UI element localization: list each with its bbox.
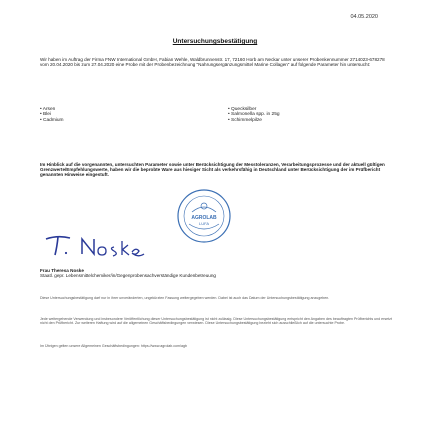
signer-title: Staatl. gepr. Lebensmittelchemiker/in/Gegenprobensachverständige Kundenbetreuung bbox=[40, 273, 216, 279]
parameter-item: • Salmonella spp. in 25g bbox=[228, 112, 280, 118]
footer-note-3: Im Übrigen gelten unsere Allgemeinen Geschäftsbedingungen: https://www.agrolab.com/agb bbox=[40, 344, 188, 348]
footer-note-1: Diese Untersuchungsbestätigung darf nur in ihrer unveränderten, ungekürzten Fassung weitergegeben werden. Dabei ist auch das Datum der Untersuchungsbestätigung anzugeben. bbox=[40, 296, 330, 300]
document-date: 04.05.2020 bbox=[350, 14, 378, 20]
parameter-item: • Blei bbox=[40, 112, 52, 118]
document-title: Untersuchungsbestätigung bbox=[172, 38, 258, 45]
signature-icon bbox=[44, 233, 164, 259]
parameter-item: • Arsen bbox=[40, 107, 56, 112]
stamp-seal-icon bbox=[176, 188, 232, 244]
agrolab-stamp bbox=[176, 188, 232, 244]
svg-text:LUFA: LUFA bbox=[198, 221, 210, 226]
signer-block bbox=[40, 268, 300, 278]
conclusion-paragraph: Im Hinblick auf die vorgenannten, untersuchten Parameter sowie unter Berücksichtigung der Messtoleranzen, Verarbeitungsprozesse und der aktuell gültigen Grenzwerte/Empfehlungswerte, haben wir die beprobte Ware aus hiesiger Sicht als verkehrsfähig in Deutschland unter Berücksichtigung der im Prüfbericht genannten Hinweise eingestuft. bbox=[40, 162, 385, 178]
intro-paragraph: Wir haben im Auftrag der Firma FNW International GmbH, Fabian Wehle, Waldbrunnenstr. 17, 72160 Horb am Neckar unter unserer Probenkennummer 2714023-678278 vom 20.04.2020 bis zum 27.04.2020 eine Probe mit der Probenbezeichnung "Nahrungsergänzungsmittel Marine Collagen" auf folgende Parameter hin untersucht: bbox=[40, 57, 385, 68]
svg-text:AGROLAB: AGROLAB bbox=[191, 215, 217, 221]
signer-name: Frau Theresa Noske bbox=[40, 268, 84, 273]
parameter-item: • Cadmium bbox=[40, 117, 64, 123]
parameter-item: • Schimmelpilze bbox=[228, 117, 262, 123]
footer-note-2: Jede weitergehende Verwendung und insbesondere Veröffentlichung dieser Untersuchungsbestätigung ist nicht zulässig. Diese Untersuchungsbestätigung entspricht den Angaben des beauftragten Prüfberichts und ersetzt nicht den Prüfbericht. Zur weiteren Haftung wird auf die allgemeinen Geschäftsbedingungen verwiesen. Diese Untersuchungsbestätigung bezieht sich ausschließlich auf die untersuchte Probe. bbox=[40, 317, 392, 326]
handwritten-signature bbox=[44, 233, 164, 263]
parameter-list-right bbox=[228, 107, 280, 123]
parameter-list-left bbox=[40, 107, 64, 123]
parameter-item: • Quecksilber bbox=[228, 107, 257, 112]
